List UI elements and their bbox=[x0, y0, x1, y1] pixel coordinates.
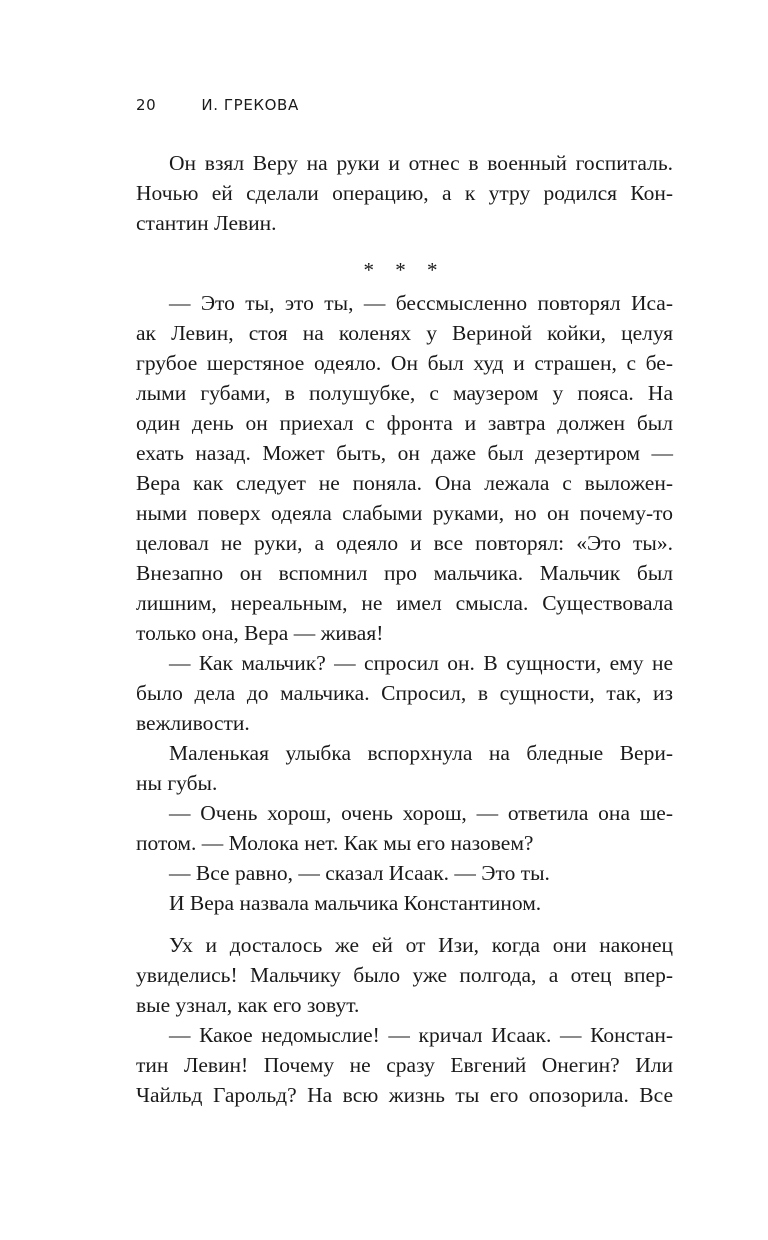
text-line: Маленькая улыбка вспорхнула на бледные Вери- bbox=[169, 741, 673, 765]
text-line: ны губы. bbox=[136, 771, 218, 795]
text-line: — Какое недомыслие! — кричал Исаак. — Констан- bbox=[169, 1023, 673, 1047]
text-line: — Как мальчик? — спросил он. В сущности, ему не bbox=[169, 651, 673, 675]
text-line: Внезапно он вспомнил про мальчика. Мальчик был bbox=[136, 561, 673, 585]
text-line: — Очень хорош, очень хорош, — ответила она ше- bbox=[169, 801, 673, 825]
text-line: лыми губами, в полушубке, с маузером у пояса. На bbox=[136, 381, 673, 405]
text-line: И Вера назвала мальчика Константином. bbox=[169, 891, 542, 915]
text-line: Вера как следует не поняла. Она лежала с выложен- bbox=[136, 471, 673, 495]
running-head-author: И. ГРЕКОВА bbox=[201, 96, 299, 114]
text-line: вежливости. bbox=[136, 711, 250, 735]
text-line: Он взял Веру на руки и отнес в военный госпиталь. bbox=[169, 151, 673, 175]
text-line: увиделись! Мальчику было уже полгода, а отец впер- bbox=[136, 963, 673, 987]
section-separator: * * * bbox=[363, 258, 446, 282]
text-line: вые узнал, как его зовут. bbox=[136, 993, 360, 1017]
text-line: Чайльд Гарольд? На всю жизнь ты его опозорила. Все bbox=[136, 1083, 673, 1107]
text-line: — Все равно, — сказал Исаак. — Это ты. bbox=[169, 861, 550, 885]
text-line: только она, Вера — живая! bbox=[136, 621, 384, 645]
text-line: тин Левин! Почему не сразу Евгений Онегин? Или bbox=[136, 1053, 673, 1077]
text-line: было дела до мальчика. Спросил, в сущности, так, из bbox=[136, 681, 673, 705]
text-line: целовал не руки, а одеяло и все повторял: «Это ты». bbox=[136, 531, 673, 555]
running-header bbox=[136, 96, 299, 114]
text-line: потом. — Молока нет. Как мы его назовем? bbox=[136, 831, 534, 855]
text-line: ными поверх одеяла слабыми руками, но он почему-то bbox=[136, 501, 673, 525]
text-line: лишним, нереальным, не имел смысла. Существовала bbox=[136, 591, 673, 615]
text-line: один день он приехал с фронта и завтра должен был bbox=[136, 411, 673, 435]
text-line: Ночью ей сделали операцию, а к утру родился Кон- bbox=[136, 181, 673, 205]
text-line: грубое шерстяное одеяло. Он был худ и страшен, с бе- bbox=[136, 351, 673, 375]
text-line: — Это ты, это ты, — бессмысленно повторял Иса- bbox=[169, 291, 673, 315]
page-number: 20 bbox=[136, 96, 157, 114]
text-line: ехать назад. Может быть, он даже был дезертиром — bbox=[136, 441, 673, 465]
text-line: стантин Левин. bbox=[136, 211, 277, 235]
text-line: ак Левин, стоя на коленях у Вериной койки, целуя bbox=[136, 321, 673, 345]
text-line: Ух и досталось же ей от Изи, когда они наконец bbox=[169, 933, 673, 957]
